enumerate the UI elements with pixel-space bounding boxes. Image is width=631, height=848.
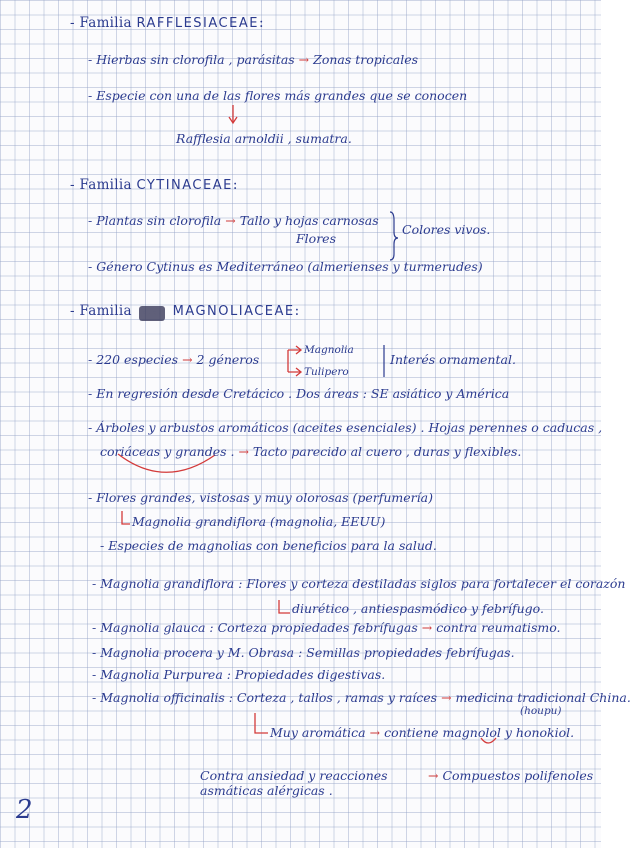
line-text: Hierbas sin clorofila , parásitas bbox=[96, 52, 295, 67]
note-line: - Magnolia procera y M. Obrasa : Semillas propiedades febrífugas. bbox=[92, 645, 515, 660]
line-text: Magnolia grandiflora (magnolia, EEUU) bbox=[132, 514, 386, 529]
line-text: Rafflesia arnoldii , sumatra. bbox=[176, 131, 352, 146]
note-sub bbox=[520, 704, 562, 719]
note-line: - Magnolia glauca : Corteza propiedades febrífugas → contra reumatismo. bbox=[92, 620, 561, 635]
note-line: - En regresión desde Cretácico . Dos áreas : SE asiático y América bbox=[88, 386, 510, 401]
line-target: Zonas tropicales bbox=[313, 52, 419, 67]
family-name: RAFFLESIACEAE bbox=[136, 16, 259, 31]
arrow-icon: → bbox=[225, 213, 236, 228]
note-line: - 220 especies → 2 géneros bbox=[88, 352, 260, 367]
page-number: 2 bbox=[16, 795, 33, 825]
arrow-icon: → bbox=[428, 768, 439, 783]
section-heading: - Familia xxxx MAGNOLIACEAE: bbox=[70, 303, 300, 319]
line-target: contiene magnolol y honokiol. bbox=[384, 725, 575, 740]
line-sub: Flores bbox=[296, 231, 336, 246]
arrow-icon: → bbox=[421, 620, 433, 635]
line-text: Magnolia glauca : Corteza propiedades febrífugas bbox=[100, 620, 418, 635]
heading-prefix: Familia bbox=[79, 303, 132, 319]
note-line: - Género Cytinus es Mediterráneo (almerienses y turmerudes) bbox=[88, 259, 483, 274]
note-line: - Flores grandes, vistosas y muy olorosas (perfumería) bbox=[88, 490, 433, 505]
note-line: - Especies de magnolias con beneficios para la salud. bbox=[100, 538, 437, 553]
note-sub bbox=[296, 231, 336, 246]
line-text: Magnolia Purpurea : Propiedades digestivas. bbox=[100, 667, 386, 682]
line-text: Flores grandes, vistosas y muy olorosas (perfumería) bbox=[96, 490, 433, 505]
arrow-icon: → bbox=[182, 352, 193, 367]
arrow-icon: → bbox=[441, 690, 452, 705]
note-side bbox=[390, 352, 516, 367]
family-name: MAGNOLIACEAE bbox=[172, 304, 295, 319]
line-text: Árboles y arbustos aromáticos (aceites esenciales) . Hojas perennes o caducas , bbox=[96, 420, 603, 435]
line-text: Magnolia procera y M. Obrasa : Semillas propiedades febrífugas. bbox=[100, 645, 515, 660]
note-line bbox=[176, 131, 352, 146]
section-heading: - Familia CYTINACEAE: bbox=[70, 177, 238, 193]
scribble-icon: xxxx bbox=[139, 306, 165, 321]
heading-prefix: Familia bbox=[79, 177, 132, 193]
family-name: CYTINACEAE bbox=[136, 178, 233, 193]
note-line bbox=[270, 725, 574, 740]
line-text: Contra ansiedad y reacciones asmáticas alérgicas . bbox=[200, 768, 388, 798]
line-target: Tallo y hojas carnosas bbox=[239, 213, 379, 228]
line-note: Interés ornamental. bbox=[390, 352, 516, 367]
line-target: Tacto parecido al cuero , duras y flexibles. bbox=[252, 444, 522, 459]
line-sub: (houpu) bbox=[520, 705, 562, 717]
line-text: Especies de magnolias con beneficios para la salud. bbox=[108, 538, 437, 553]
line-text: Muy aromática bbox=[270, 725, 366, 740]
line-text: Género Cytinus es Mediterráneo (almerienses y turmerudes) bbox=[96, 259, 483, 274]
branch-label bbox=[304, 343, 354, 358]
note-line bbox=[200, 768, 440, 798]
line-mid: 2 géneros bbox=[196, 352, 260, 367]
note-line: - Magnolia Purpurea : Propiedades digestivas. bbox=[92, 667, 386, 682]
branch-label bbox=[304, 365, 349, 380]
note-line: - Árboles y arbustos aromáticos (aceites esenciales) . Hojas perennes o caducas , bbox=[88, 420, 603, 435]
arrow-icon: → bbox=[238, 444, 249, 459]
arrow-icon: → bbox=[298, 52, 310, 67]
note-line: - Magnolia officinalis : Corteza , tallos , ramas y raíces → medicina tradicional China. bbox=[92, 690, 631, 705]
line-text: En regresión desde Cretácico . Dos áreas : SE asiático y América bbox=[96, 386, 510, 401]
branch-b: Tulipero bbox=[304, 366, 349, 378]
line-text: diurético , antiespasmódico y febrífugo. bbox=[292, 601, 544, 616]
line-text: Especie con una de las flores más grandes que se conocen bbox=[96, 88, 468, 103]
line-target: contra reumatismo. bbox=[436, 620, 561, 635]
note-line bbox=[428, 768, 593, 783]
line-text: Plantas sin clorofila bbox=[96, 213, 222, 228]
line-target: Compuestos polifenoles bbox=[442, 768, 594, 783]
note-side bbox=[402, 222, 490, 237]
line-text: Magnolia grandiflora : Flores y corteza destiladas siglos para fortalecer el corazón bbox=[100, 576, 626, 591]
note-line: - Especie con una de las flores más grandes que se conocen bbox=[88, 88, 468, 103]
note-line: - Magnolia grandiflora : Flores y corteza destiladas siglos para fortalecer el corazón bbox=[92, 576, 626, 591]
heading-prefix: Familia bbox=[79, 15, 132, 31]
note-line bbox=[132, 514, 385, 529]
note-line: - Plantas sin clorofila → Tallo y hojas carnosas bbox=[88, 213, 379, 228]
line-target: medicina tradicional China. bbox=[455, 690, 631, 705]
line-note: Colores vivos. bbox=[402, 222, 491, 237]
line-text: Magnolia officinalis : Corteza , tallos , ramas y raíces bbox=[100, 690, 438, 705]
section-heading: - Familia RAFFLESIACEAE: bbox=[70, 15, 264, 31]
arrow-icon: → bbox=[369, 725, 381, 740]
note-line: - Hierbas sin clorofila , parásitas → Zonas tropicales bbox=[88, 52, 419, 67]
line-text: coriáceas y grandes . bbox=[100, 444, 235, 459]
note-line bbox=[292, 601, 544, 616]
branch-a: Magnolia bbox=[304, 344, 354, 356]
note-line bbox=[100, 444, 521, 459]
line-text: 220 especies bbox=[96, 352, 179, 367]
